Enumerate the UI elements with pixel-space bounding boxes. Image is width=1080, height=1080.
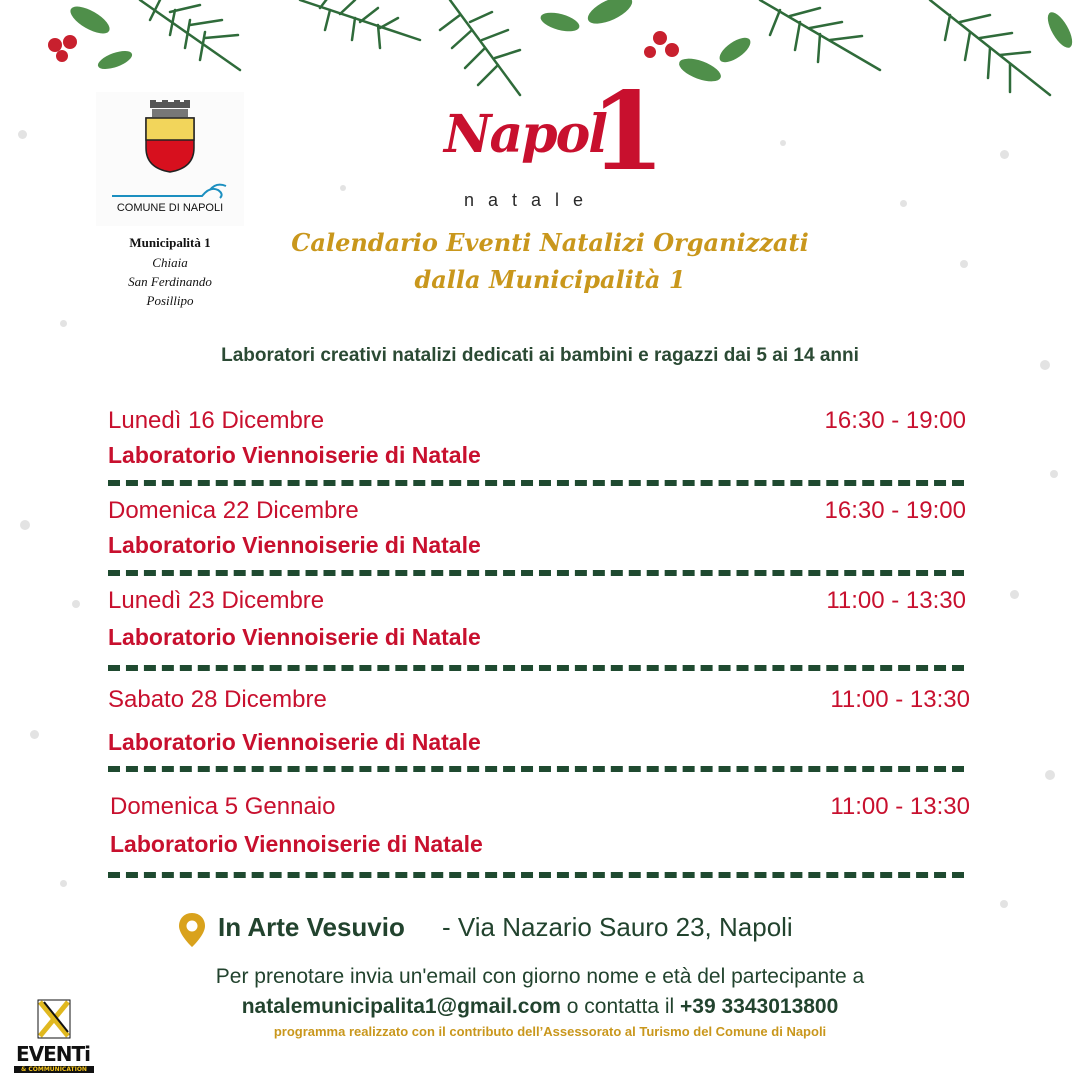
page-title <box>230 224 870 298</box>
booking-connector: o contatta il <box>566 995 675 1018</box>
dashed-separator <box>108 570 964 576</box>
booking-instructions: Per prenotare invia un'email con giorno nome e età del partecipante a <box>215 965 865 988</box>
brand-word: Napol <box>444 104 607 165</box>
dashed-separator <box>108 872 964 878</box>
event-item <box>108 686 970 766</box>
snow-dot <box>60 320 67 327</box>
municipality-name: Municipalità 1 <box>129 235 211 250</box>
location-pin-icon <box>178 912 206 948</box>
comune-di-napoli-logo <box>96 92 244 226</box>
event-item <box>108 587 970 667</box>
snow-dot <box>1040 360 1050 370</box>
snow-dot <box>1010 590 1019 599</box>
event-item <box>108 793 970 873</box>
snow-dot <box>30 730 39 739</box>
coat-of-arms-icon <box>140 100 200 174</box>
napol1-natale-logo <box>440 69 666 212</box>
event-title: Laboratorio Viennoiserie di Natale <box>108 532 481 558</box>
venue-name: In Arte Vesuvio <box>218 912 405 942</box>
snow-dot <box>72 600 80 608</box>
district-posillipo: Posillipo <box>146 293 194 308</box>
booking-email[interactable]: natalemunicipalita1@gmail.com <box>241 995 561 1018</box>
snow-dot <box>1045 770 1055 780</box>
brand-subtitle: natale <box>464 190 598 210</box>
eventi-communication-logo <box>8 996 98 1076</box>
title-line-2: dalla Municipalità 1 <box>414 265 686 294</box>
event-title: Laboratorio Viennoiserie di Natale <box>110 831 483 857</box>
dashed-separator <box>108 766 964 772</box>
comune-name: COMUNE DI NAPOLI <box>116 202 224 214</box>
event-time: 11:00 - 13:30 <box>826 587 966 614</box>
snow-dot <box>1000 900 1008 908</box>
event-time: 16:30 - 19:00 <box>824 497 966 524</box>
wave-icon <box>112 180 232 200</box>
snow-dot <box>340 185 346 191</box>
booking-phone[interactable]: +39 3343013800 <box>680 995 839 1018</box>
venue-address: - Via Nazario Sauro 23, Napoli <box>442 912 793 942</box>
event-time: 11:00 - 13:30 <box>830 686 970 713</box>
snow-dot <box>1050 470 1058 478</box>
event-date: Sabato 28 Dicembre <box>108 686 327 713</box>
title-line-1: Calendario Eventi Natalizi Organizzati <box>291 228 809 257</box>
event-title: Laboratorio Viennoiserie di Natale <box>108 624 481 650</box>
credit-note: programma realizzato con il contributo dell’Assessorato al Turismo del Comune di Napoli <box>273 1024 827 1039</box>
booking-contacts <box>100 992 980 1022</box>
snow-dot <box>900 200 907 207</box>
event-date: Lunedì 16 Dicembre <box>108 407 325 434</box>
event-date: Domenica 22 Dicembre <box>108 497 359 524</box>
snow-dot <box>60 880 67 887</box>
x-emblem-icon <box>36 998 72 1040</box>
event-title: Laboratorio Viennoiserie di Natale <box>108 442 481 468</box>
eventi-subtitle: & COMMUNICATION <box>14 1066 94 1073</box>
event-title: Laboratorio Viennoiserie di Natale <box>108 729 481 755</box>
event-date: Lunedì 23 Dicembre <box>108 587 325 614</box>
event-date: Domenica 5 Gennaio <box>110 793 336 820</box>
event-time: 11:00 - 13:30 <box>830 793 970 820</box>
snow-dot <box>20 520 30 530</box>
snow-dot <box>1000 150 1009 159</box>
booking-info <box>100 962 980 1022</box>
dashed-separator <box>108 480 964 486</box>
event-item <box>108 497 970 577</box>
district-chiaia: Chiaia <box>152 255 188 270</box>
brand-number: 1 <box>590 69 666 195</box>
snow-dot <box>780 140 786 146</box>
subtitle: Laboratori creativi natalizi dedicati ai bambini e ragazzi dai 5 ai 14 anni <box>221 345 859 366</box>
event-item <box>108 407 970 487</box>
eventi-wordmark: EVENTi <box>15 1042 91 1066</box>
municipality-info <box>90 233 250 310</box>
event-location <box>178 910 878 950</box>
event-time: 16:30 - 19:00 <box>824 407 966 434</box>
dashed-separator <box>108 665 964 671</box>
snow-dot <box>18 130 27 139</box>
snow-dot <box>960 260 968 268</box>
district-san-ferdinando: San Ferdinando <box>128 274 212 289</box>
